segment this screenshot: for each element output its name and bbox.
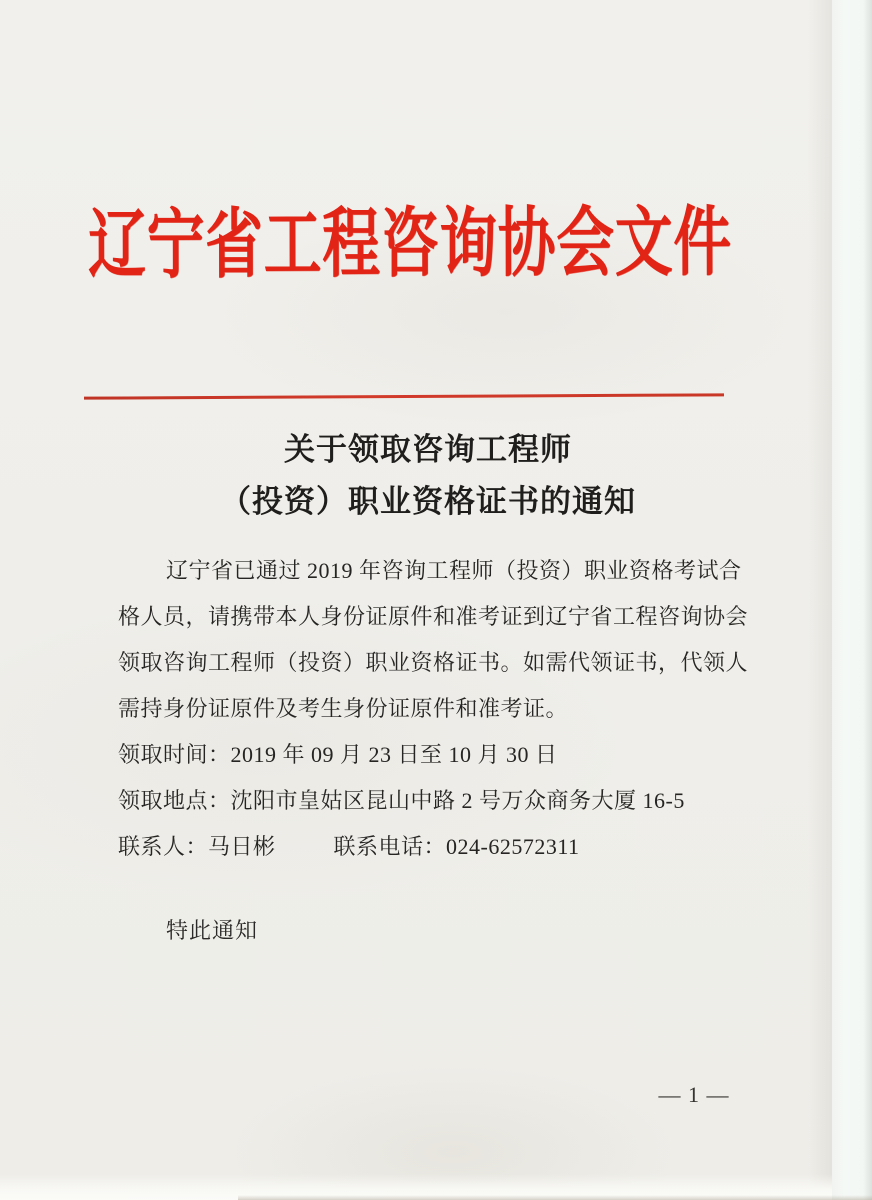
contact-line [118,824,748,870]
scan-edge-right-strip [832,0,872,1200]
body-paragraph-line-2: 格人员，请携带本人身份证原件和准考证到辽宁省工程咨询协会 [118,604,749,629]
body-paragraph-line-1: 辽宁省已通过 2019 年咨询工程师（投资）职业资格考试合 [166,558,742,583]
scan-shadow-right [808,0,832,1200]
page-number: — 1 — [658,1082,730,1107]
pickup-time: 领取时间：2019 年 09 月 23 日至 10 月 30 日 [118,742,558,767]
notice-title-line1: 关于领取咨询工程师 [284,432,572,467]
contact-person: 联系人：马日彬 [118,834,276,859]
notice-title-line2: （投资）职业资格证书的通知 [220,484,636,519]
closing-note: 特此通知 [166,918,259,943]
pickup-location: 领取地点：沈阳市皇姑区昆山中路 2 号万众商务大厦 16-5 [118,788,685,813]
scan-edge-bottom-line [238,1195,872,1200]
red-divider-line [84,393,724,399]
notice-title [24,424,832,528]
body-paragraph-line-4: 需持身份证原件及考生身份证原件和准考证。 [118,696,569,721]
organization-header-title: 辽宁省工程咨询协会文件 [88,201,732,288]
contact-phone: 联系电话：024-62572311 [333,834,580,859]
body-paragraph-line-3: 领取咨询工程师（投资）职业资格证书。如需代领证书，代领人 [118,650,749,675]
notice-body [118,548,748,870]
